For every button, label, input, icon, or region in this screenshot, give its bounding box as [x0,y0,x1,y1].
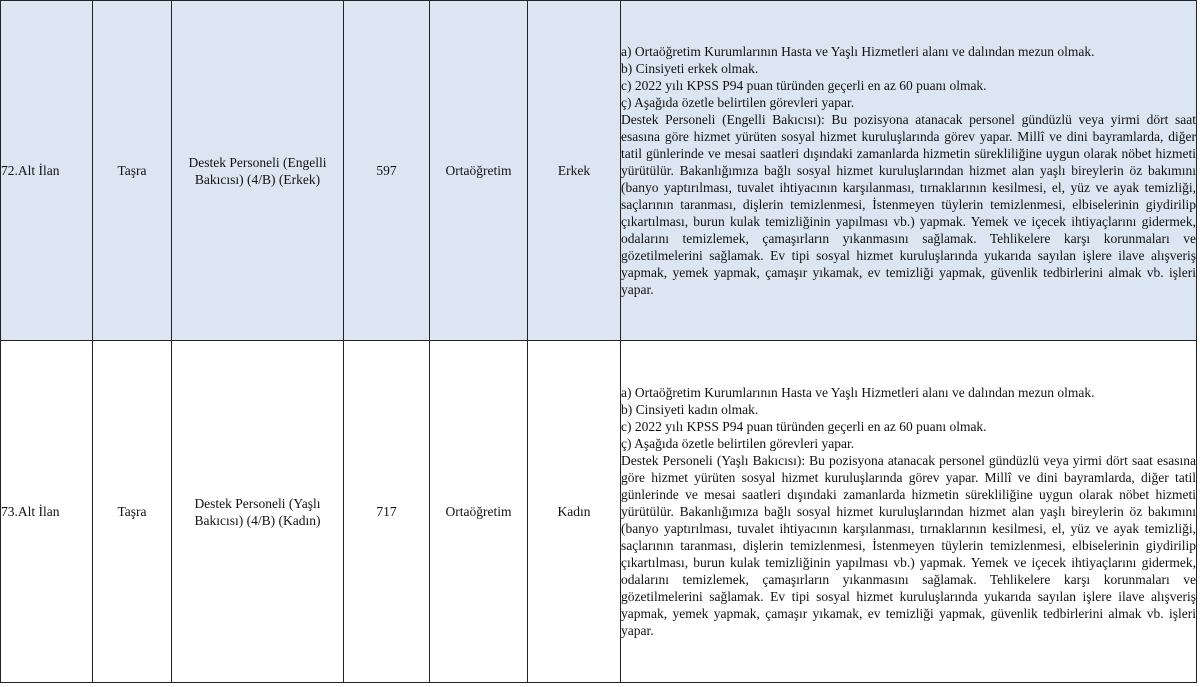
qualification-line: a) Ortaöğretim Kurumlarının Hasta ve Yaşlı Hizmetleri alanı ve dalından mezun olmak. [621,44,1095,59]
qualification-line: c) 2022 yılı KPSS P94 puan türünden geçerli en az 60 puanı olmak. [621,78,987,93]
position-title-cell [172,341,344,683]
gender-cell: Kadın [528,341,621,683]
quota-cell: 717 [344,341,430,683]
qualification-line: ç) Aşağıda özetle belirtilen görevleri yapar. [621,95,855,110]
duty-description: Destek Personeli (Engelli Bakıcısı): Bu pozisyona atanacak personel gündüzlü veya yirmi dört saat esasına göre hizmet yürüten sosyal hizmet kuruluşlarında görev yapar. Millî ve dini bayramlarda, diğer tatil günlerinde ve mesai saatleri dışındaki zamanlarda hizmetin sürekliliğine uygun olarak nöbet hizmeti yürütülür. Bakanlığımıza bağlı sosyal hizmet kuruluşlarından hizmet alan yaşlı bireylerin öz bakımını (banyo yaptırılması, tuvalet ihtiyacının karşılanması, tırnaklarının kesilmesi, el, yüz ve ayak temizliği, saçlarının taranması, dişlerin temizlenmesi, İstenmeyen tüylerin temizlenmesi, elbiselerinin giydirilip çıkartılması, burun kulak temizliğinin yapılması vb.) yapmak. Yemek ve içecek ihtiyaçlarını gidermek, odalarını temizlemek, çamaşırların yıkanmasını sağlamak. Tehlikelere karşı korunmaları ve gözetilmelerini sağlamak. Ev tipi sosyal hizmet kuruluşlarında yukarıda sayılan işlere ilave alışveriş yapmak, yemek yapmak, çamaşır yıkamak, ev temizliği yapmak, güvenlik tedbirlerini almak vb. işleri yapar. [621,112,1196,297]
position-title-cell [172,1,344,341]
position-title: Destek Personeli (Yaşlı Bakıcısı) (4/B) (Kadın) [194,495,321,528]
education-cell: Ortaöğretim [430,341,528,683]
table-row [1,341,1197,683]
quota-cell: 597 [344,1,430,341]
qualification-line: c) 2022 yılı KPSS P94 puan türünden geçerli en az 60 puanı olmak. [621,419,987,434]
qualification-line: b) Cinsiyeti kadın olmak. [621,402,759,417]
qualifications-cell [621,1,1197,341]
qualifications-cell [621,341,1197,683]
location-cell: Taşra [93,341,172,683]
gender-cell: Erkek [528,1,621,341]
location-cell: Taşra [93,1,172,341]
qualification-line: a) Ortaöğretim Kurumlarının Hasta ve Yaşlı Hizmetleri alanı ve dalından mezun olmak. [621,385,1095,400]
position-title: Destek Personeli (Engelli Bakıcısı) (4/B) (Erkek) [188,154,327,187]
duty-description: Destek Personeli (Yaşlı Bakıcısı): Bu pozisyona atanacak personel gündüzlü veya yirmi dört saat esasına göre hizmet yürüten sosyal hizmet kuruluşlarında görev yapar. Millî ve dini bayramlarda, diğer tatil günlerinde ve mesai saatleri dışındaki zamanlarda hizmetin sürekliliğine uygun olarak nöbet hizmeti yürütülür. Bakanlığımıza bağlı sosyal hizmet kuruluşlarından hizmet alan yaşlı bireylerin öz bakımını (banyo yaptırılması, tuvalet ihtiyacının karşılanması, tırnaklarının kesilmesi, el, yüz ve ayak temizliği, saçlarının taranması, dişlerin temizlenmesi, İstenmeyen tüylerin temizlenmesi, elbiselerinin giydirilip çıkartılması, burun kulak temizliğinin yapılması vb.) yapmak. Yemek ve içecek ihtiyaçlarını gidermek, odalarını temizlemek, çamaşırların yıkanmasını sağlamak. Tehlikelere karşı korunmaları ve gözetilmelerini sağlamak. Ev tipi sosyal hizmet kuruluşlarında yukarıda sayılan işlere ilave alışveriş yapmak, yemek yapmak, çamaşır yıkamak, ev temizliği yapmak, güvenlik tedbirlerini almak vb. işleri yapar. [621,453,1196,638]
qualification-line: ç) Aşağıda özetle belirtilen görevleri yapar. [621,436,855,451]
qualification-line: b) Cinsiyeti erkek olmak. [621,61,759,76]
ilan-no-cell: 72.Alt İlan [1,1,93,341]
education-cell: Ortaöğretim [430,1,528,341]
ilan-no-cell: 73.Alt İlan [1,341,93,683]
table-row [1,1,1197,341]
